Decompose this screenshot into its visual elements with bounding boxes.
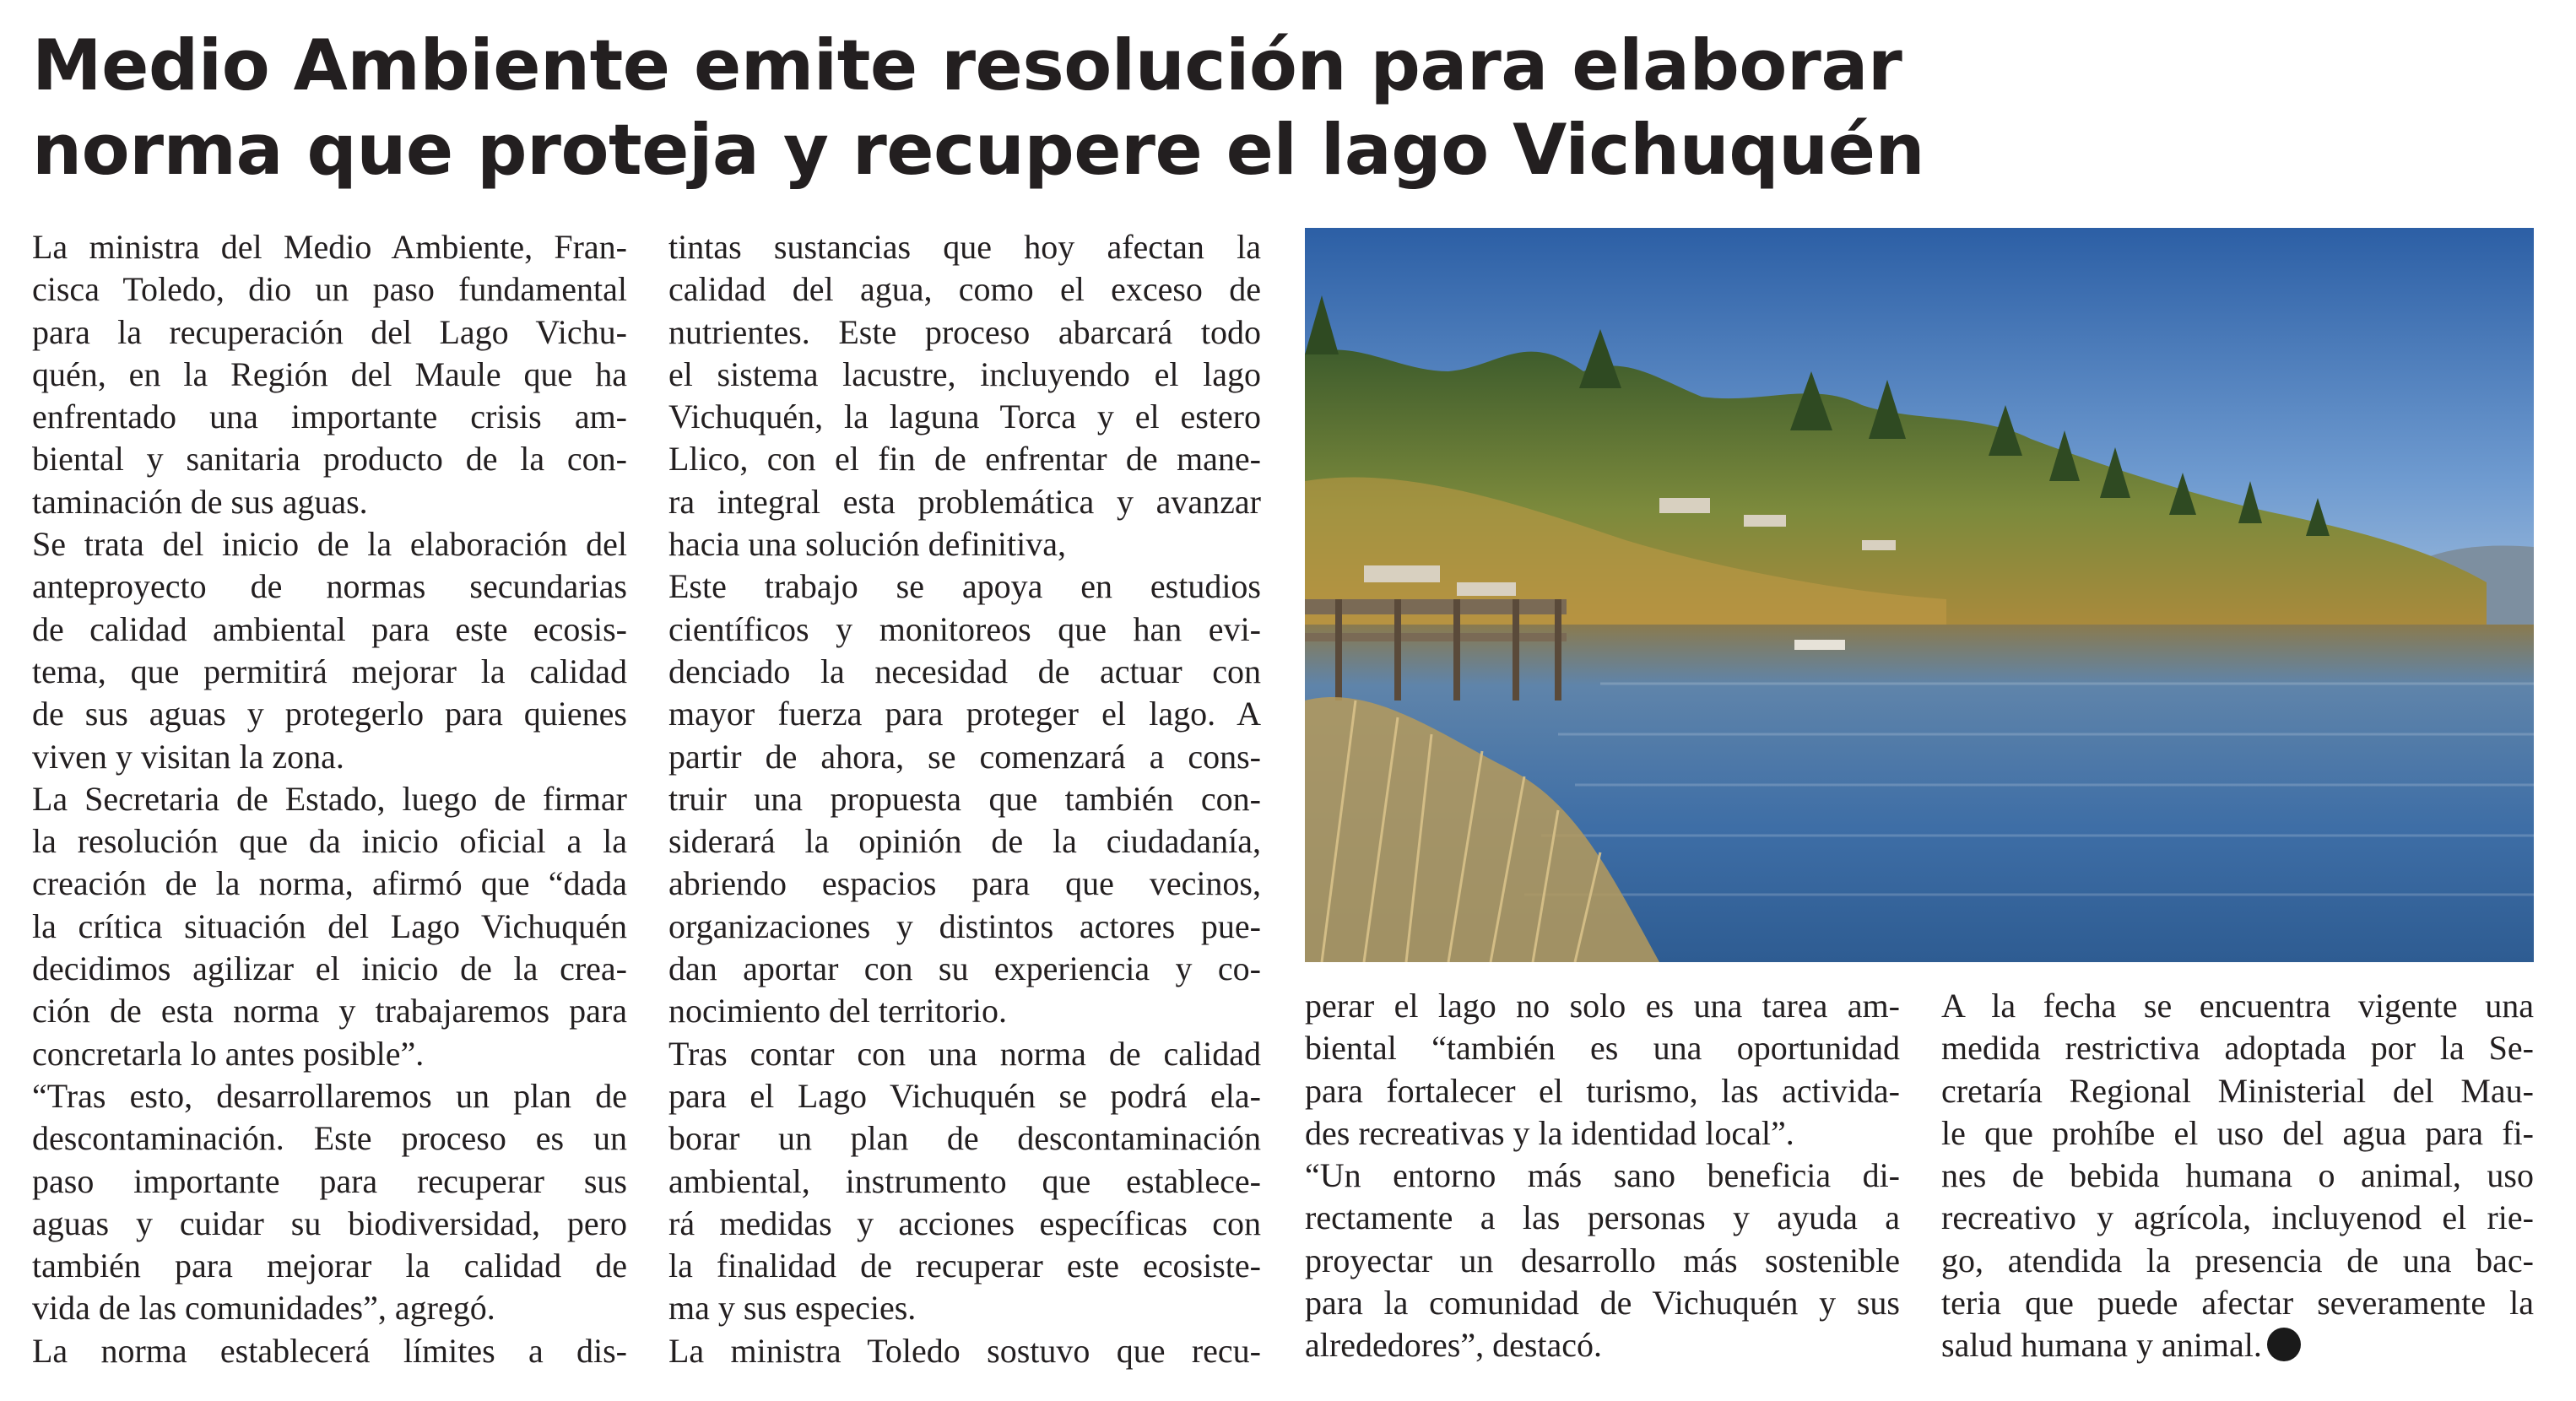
text-line-content: nes de bebida humana o animal, uso (1941, 1156, 2534, 1195)
text-line-content: la finalidad de recuperar este ecosiste- (668, 1247, 1261, 1285)
text-line (1305, 1112, 1900, 1155)
text-line-content: Se trata del inicio de la elaboración del (32, 525, 627, 564)
text-line-content: La ministra del Medio Ambiente, Fran- (32, 228, 627, 266)
text-line-content: paso importante para recuperar sus (32, 1161, 627, 1200)
article-headline (32, 24, 2547, 192)
text-line (1941, 1240, 2534, 1282)
text-line (1305, 1197, 1900, 1239)
text-line-content: alrededores”, destacó. (1305, 1326, 1603, 1365)
text-line (1941, 1324, 2534, 1366)
text-line (32, 354, 627, 396)
text-line-content: La Secretaria de Estado, luego de firmar (32, 779, 627, 818)
text-line (668, 1075, 1261, 1117)
text-line-content: calidad del agua, como el exceso de (668, 270, 1261, 309)
text-line-content: la crítica situación del Lago Vichuquén (32, 906, 627, 945)
text-line-content: rá medidas y acciones específicas con (668, 1204, 1261, 1242)
text-line (32, 523, 627, 565)
text-line (1941, 1282, 2534, 1324)
text-line-content: también para mejorar la calidad de (32, 1247, 627, 1285)
text-line-content: biental “también es una oportunidad (1305, 1029, 1900, 1068)
text-line-content: abriendo espacios para que vecinos, (668, 864, 1261, 903)
text-line (32, 565, 627, 608)
text-line (668, 906, 1261, 948)
text-line (668, 1117, 1261, 1160)
text-line-content: tema, que permitirá mejorar la calidad (32, 652, 627, 690)
text-line (32, 778, 627, 820)
text-line (32, 1330, 627, 1372)
text-line (32, 1075, 627, 1117)
text-line-content: Llico, con el fin de enfrentar de mane- (668, 440, 1261, 479)
text-line (32, 990, 627, 1032)
text-line (1305, 1027, 1900, 1069)
text-line (1305, 1070, 1900, 1112)
text-line (668, 396, 1261, 438)
text-line (32, 1033, 627, 1075)
text-line-content: nocimiento del territorio. (668, 992, 1007, 1030)
text-line-content: quén, en la Región del Maule que ha (32, 354, 627, 393)
text-line-content: rectamente a las personas y ayuda a (1305, 1198, 1900, 1237)
text-line (668, 354, 1261, 396)
text-line-content: taminación de sus aguas. (32, 482, 368, 521)
text-line-content: concretarla lo antes posible”. (32, 1034, 425, 1073)
text-line-content: partir de ahora, se comenzará a cons- (668, 737, 1261, 776)
headline-line-2: norma que proteja y recupere el lago Vichuquén (32, 109, 1925, 191)
text-line-content: vida de las comunidades”, agregó. (32, 1289, 495, 1328)
text-line-content: aguas y cuidar su biodiversidad, pero (32, 1204, 627, 1242)
text-line-content: de calidad ambiental para este ecosis- (32, 609, 627, 648)
text-line (32, 906, 627, 948)
text-line (668, 1287, 1261, 1329)
text-line (668, 226, 1261, 268)
text-line (1941, 1197, 2534, 1239)
text-line (1941, 1112, 2534, 1155)
text-line-content: La norma establecerá límites a dis- (32, 1331, 627, 1370)
text-line-content: ma y sus especies. (668, 1289, 917, 1328)
text-line (32, 311, 627, 354)
article-column-2 (668, 226, 1261, 1372)
text-line (668, 268, 1261, 311)
text-line (1941, 1070, 2534, 1112)
text-line (1305, 1324, 1900, 1366)
article-column-1 (32, 226, 627, 1372)
text-line (1305, 985, 1900, 1027)
text-line (668, 948, 1261, 990)
text-line-content: denciado la necesidad de actuar con (668, 652, 1261, 690)
text-line (668, 693, 1261, 735)
text-line-content: organizaciones y distintos actores pue- (668, 906, 1261, 945)
text-line-content: des recreativas y la identidad local”. (1305, 1113, 1794, 1152)
text-line-content: anteproyecto de normas secundarias (32, 567, 627, 606)
text-line-content: siderará la opinión de la ciudadanía, (668, 822, 1261, 861)
text-line (32, 438, 627, 480)
text-line (32, 268, 627, 311)
article-column-3 (1305, 985, 1900, 1367)
text-line (668, 1033, 1261, 1075)
text-line-content: enfrentado una importante crisis am- (32, 398, 627, 436)
text-line (668, 565, 1261, 608)
text-line-content: de sus aguas y protegerlo para quienes (32, 695, 627, 733)
text-line-content: nutrientes. Este proceso abarcará todo (668, 312, 1261, 351)
text-line-content: go, atendida la presencia de una bac- (1941, 1241, 2534, 1279)
text-line-content: para la recuperación del Lago Vichu- (32, 312, 627, 351)
text-line-content: “Un entorno más sano beneficia di- (1305, 1156, 1900, 1195)
text-line-content: ra integral esta problemática y avanzar (668, 482, 1261, 521)
text-line (668, 820, 1261, 863)
text-line (668, 863, 1261, 905)
text-line-content: salud humana y animal. (1941, 1326, 2262, 1365)
text-line-content: medida restrictiva adoptada por la Se- (1941, 1029, 2534, 1068)
end-of-article-dot-icon (2267, 1328, 2301, 1361)
text-line (32, 1160, 627, 1203)
text-line (1305, 1240, 1900, 1282)
text-line (1941, 1155, 2534, 1197)
text-line-content: le que prohíbe el uso del agua para fi- (1941, 1113, 2534, 1152)
text-line (668, 990, 1261, 1032)
text-line (668, 1203, 1261, 1245)
text-line (668, 438, 1261, 480)
article-column-4 (1941, 985, 2534, 1367)
text-line-content: Este trabajo se apoya en estudios (668, 567, 1261, 606)
text-line-content: el sistema lacustre, incluyendo el lago (668, 354, 1261, 393)
lake-photo-icon (1305, 228, 2534, 962)
text-line-content: científicos y monitoreos que han evi- (668, 609, 1261, 648)
text-line-content: cisca Toledo, dio un paso fundamental (32, 270, 627, 309)
text-line-content: para la comunidad de Vichuquén y sus (1305, 1284, 1900, 1323)
text-line-content: dan aportar con su experiencia y co- (668, 949, 1261, 988)
text-line (668, 311, 1261, 354)
text-line (32, 1203, 627, 1245)
text-line-content: A la fecha se encuentra vigente una (1941, 987, 2534, 1025)
text-line-content: descontaminación. Este proceso es un (32, 1119, 627, 1158)
text-line-content: creación de la norma, afirmó que “dada (32, 864, 627, 903)
text-line-content: mayor fuerza para proteger el lago. A (668, 695, 1261, 733)
text-line-content: cretaría Regional Ministerial del Mau- (1941, 1071, 2534, 1110)
text-line-content: para el Lago Vichuquén se podrá ela- (668, 1076, 1261, 1115)
text-line-content: la resolución que da inicio oficial a la (32, 822, 627, 861)
text-line (1941, 1027, 2534, 1069)
text-line (32, 396, 627, 438)
text-line (32, 863, 627, 905)
text-line (668, 651, 1261, 693)
text-line-content: para fortalecer el turismo, las activida- (1305, 1071, 1900, 1110)
text-line-content: Tras contar con una norma de calidad (668, 1034, 1261, 1073)
text-line-content: ción de esta norma y trabajaremos para (32, 992, 627, 1030)
text-line (668, 736, 1261, 778)
text-line (32, 736, 627, 778)
text-line (32, 820, 627, 863)
text-line (32, 609, 627, 651)
text-line (668, 1330, 1261, 1372)
text-line-content: “Tras esto, desarrollaremos un plan de (32, 1076, 627, 1115)
text-line (32, 481, 627, 523)
text-line-content: Vichuquén, la laguna Torca y el estero (668, 398, 1261, 436)
text-line (1941, 985, 2534, 1027)
text-line-content: truir una propuesta que también con- (668, 779, 1261, 818)
text-line (32, 948, 627, 990)
text-line (32, 226, 627, 268)
text-line-content: teria que puede afectar severamente la (1941, 1284, 2534, 1323)
text-line (32, 651, 627, 693)
text-line-content: perar el lago no solo es una tarea am- (1305, 987, 1900, 1025)
text-line-content: ambiental, instrumento que establece- (668, 1161, 1261, 1200)
text-line (32, 1117, 627, 1160)
text-line-content: viven y visitan la zona. (32, 737, 344, 776)
text-line (668, 1245, 1261, 1287)
text-line-content: recreativo y agrícola, incluyenod el rie- (1941, 1198, 2534, 1237)
text-line-content: biental y sanitaria producto de la con- (32, 440, 627, 479)
text-line (668, 778, 1261, 820)
headline-line-1: Medio Ambiente emite resolución para elaborar (32, 24, 1902, 106)
text-line-content: borar un plan de descontaminación (668, 1119, 1261, 1158)
text-line (32, 693, 627, 735)
text-line-content: La ministra Toledo sostuvo que recu- (668, 1331, 1261, 1370)
text-line (1305, 1282, 1900, 1324)
text-line (668, 481, 1261, 523)
lake-vichuquen-photo (1305, 228, 2534, 962)
text-line (668, 609, 1261, 651)
text-line-content: tintas sustancias que hoy afectan la (668, 228, 1261, 266)
text-line (32, 1245, 627, 1287)
text-line-content: decidimos agilizar el inicio de la crea- (32, 949, 627, 988)
text-line (32, 1287, 627, 1329)
text-line (668, 523, 1261, 565)
text-line (668, 1160, 1261, 1203)
text-line-content: hacia una solución definitiva, (668, 525, 1066, 564)
text-line-content: proyectar un desarrollo más sostenible (1305, 1241, 1900, 1279)
text-line (1305, 1155, 1900, 1197)
